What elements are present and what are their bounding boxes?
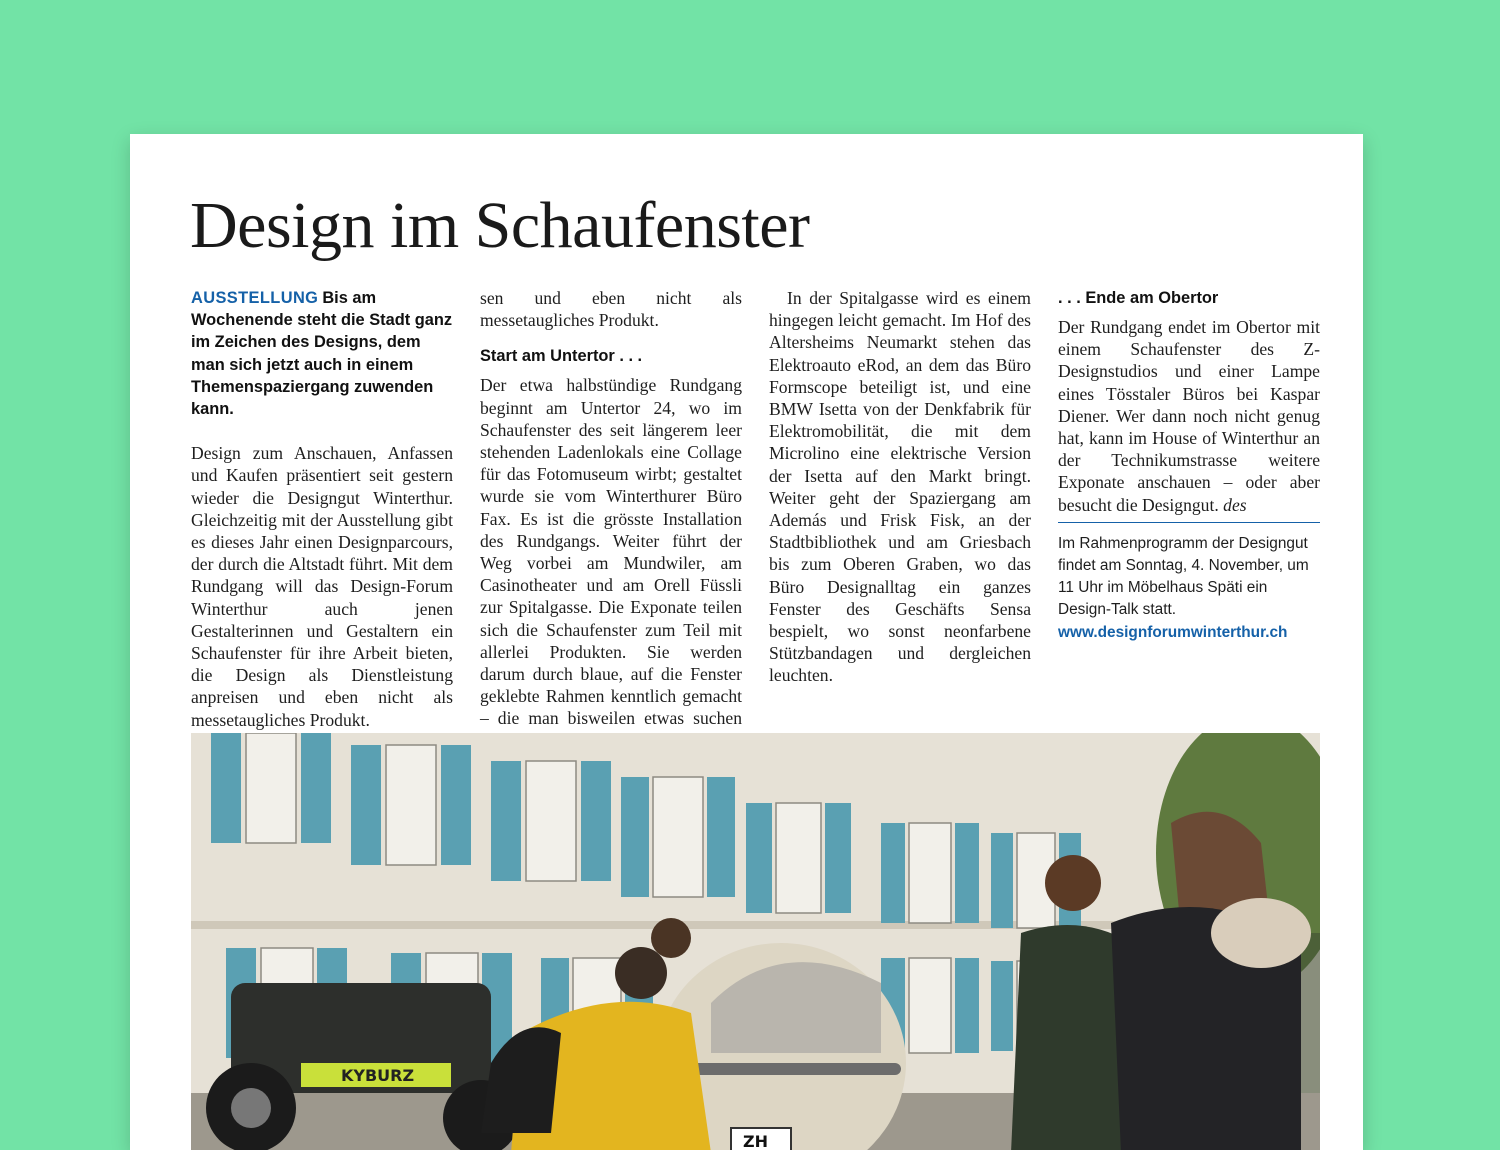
info-text: Im Rahmenprogramm der Designgut findet am Sonntag, 4. November, um 11 Uhr im Möbelhaus Späti ein Design-Talk statt. xyxy=(1058,534,1309,619)
article-subheading-2: . . . Ende am Obertor xyxy=(1058,289,1219,307)
article-paragraph-2: Der etwa halbstündige Rundgang beginnt am Untertor 24, wo im Schaufenster des seit längerem leer stehenden Ladenlokals eine Collage für das Fotomuseum wirbt; gestaltet wurde sie vom Winterthurer Büro Fax. Es ist die grösste Installation des Rundgangs. Weiter führt der Weg vorbei am Mundwiler, am Casinotheater und am Orell Füssli zur Spitalgasse. Die Exponate teilen sich die Schaufenster zum Teil mit allerlei Produkten. Sie werden darum durch blaue, auf die Fenster geklebte Rahmen kenntlich gemacht – die man bisweilen etwas suchen xyxy=(480,375,742,729)
article-headline: Design im Schaufenster xyxy=(190,189,810,262)
buggy-label: KYBURZ xyxy=(341,1066,415,1085)
spacer xyxy=(191,420,453,442)
photo-illustration xyxy=(191,733,1320,1150)
newspaper-clipping xyxy=(130,134,1363,1150)
article-column-1 xyxy=(191,287,453,731)
license-plate: ZH xyxy=(743,1132,768,1150)
article-paragraph-1-end: sen und eben nicht als messetaugliches Produkt. xyxy=(480,288,742,331)
article-paragraph-3: In der Spitalgasse wird es einem hingegen leicht gemacht. Im Hof des Altersheims Neumarkt stehen das Elektroauto eRod, an dem das Büro Formscope beteiligt ist, und eine BMW Isetta von der Denkfabrik für Elektromobilität, die mit dem Microlino eine elektrische Version der Isetta auf den Markt bringt. Weiter geht der Spaziergang am Además und Frisk Fisk, an der Stadtbibliothek und am Griesbach bis zum Oberen Graben, wo das Büro Designalltag ein ganzes Fenster des Geschäfts Sensa bespielt, wo sonst neonfarbene Stützbandagen und dergleichen leuchten. xyxy=(769,288,1031,686)
article-kicker: AUSSTELLUNG xyxy=(191,289,319,307)
article-paragraph-4-text: Der Rundgang endet im Obertor mit einem Schaufenster des Z-Designstudios und einer Lampe eines Tösstaler Büros bei Kaspar Diener. Wer dann noch nicht genug hat, kann im House of Winterthur an der Technikumstrasse weitere Exponate anschauen – oder aber besucht die Designgut. xyxy=(1058,317,1320,515)
website-link[interactable]: www.designforumwinterthur.ch xyxy=(1058,623,1288,641)
article-column-4 xyxy=(1058,287,1320,644)
author-initials: des xyxy=(1223,494,1247,515)
article-subheading-1: Start am Untertor . . . xyxy=(480,347,643,366)
article-lead-text: Bis am Wochenende steht die Stadt ganz im Zeichen des Designs, dem man sich jetzt auch in einem Themenspaziergang zuwenden kann. xyxy=(191,289,453,419)
article-column-3 xyxy=(769,287,1031,687)
article-column-2 xyxy=(480,287,742,752)
article-photo xyxy=(191,733,1320,1150)
article-lead xyxy=(191,287,453,420)
article-paragraph-1: Design zum Anschauen, Anfassen und Kaufen präsentiert seit gestern wieder die Designgut Winterthur. Gleichzeitig mit der Ausstellung gibt es dieses Jahr einen Designparcours, der durch die Altstadt führt. Mit dem Rundgang will das Design-Forum Winterthur auch jenen Gestalterinnen und Gestaltern ein Schaufenster für ihre Arbeit bieten, die Design als Dienstleistung anpreisen und eben nicht als messetaugliches Produkt. xyxy=(191,443,453,730)
info-box xyxy=(1058,533,1320,644)
teenager-background xyxy=(651,918,691,958)
info-divider xyxy=(1058,522,1320,523)
article-paragraph-4 xyxy=(1058,316,1320,516)
